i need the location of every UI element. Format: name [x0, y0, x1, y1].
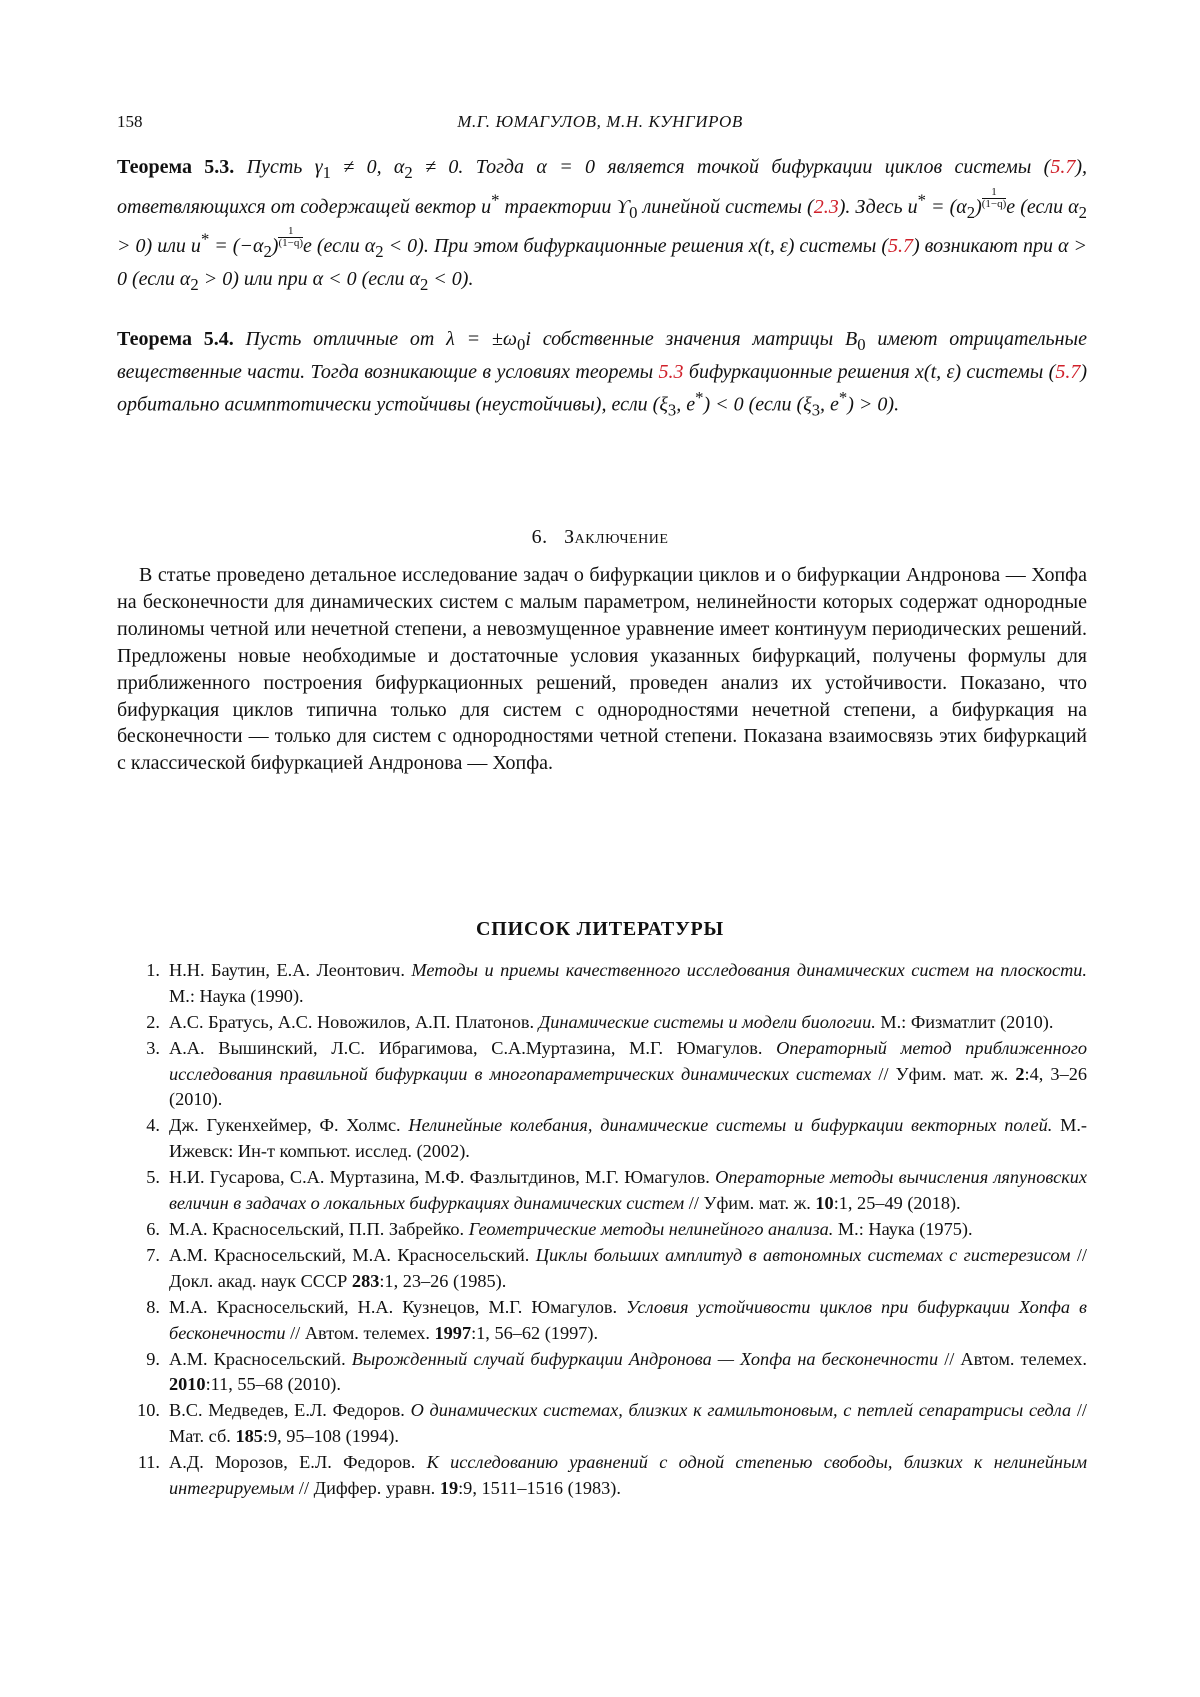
reference-pages: :1, 25–49 (2018). — [833, 1192, 961, 1213]
subscript: 3 — [667, 400, 677, 420]
reference-authors: А.Д. Морозов, Е.Л. Федоров. — [169, 1452, 427, 1473]
reference-item — [117, 1295, 1087, 1346]
reference-source: М.: Физматлит (2010). — [875, 1011, 1054, 1032]
superscript: * — [695, 388, 704, 407]
reference-pages: :11, 55–68 (2010). — [205, 1374, 341, 1395]
subscript: 0 — [629, 202, 638, 222]
theorem-text: ) > 0). — [847, 393, 900, 416]
superscript: * — [491, 189, 500, 209]
reference-source: М.: Наука (1975). — [833, 1218, 973, 1239]
theorem-text: = (−α — [209, 235, 264, 258]
subscript: 2 — [419, 274, 429, 294]
reference-source: // Автом. телемех. — [938, 1348, 1088, 1369]
subscript: 2 — [375, 242, 384, 262]
section-number: 6. — [531, 526, 548, 548]
reference-title: Циклы больших амплитуд в автономных системах с гистерезисом — [535, 1245, 1071, 1266]
page-number: 158 — [117, 112, 143, 131]
theorem-text: , e — [676, 393, 696, 416]
equation-ref-link[interactable]: 5.7 — [888, 235, 913, 258]
reference-title: Нелинейные колебания, динамические системы и бифуркации векторных полей. — [408, 1115, 1053, 1136]
reference-number: 10. — [137, 1400, 160, 1421]
reference-source: // Мат. сб. — [169, 1400, 1087, 1447]
theorem-text: = (α — [925, 195, 967, 218]
exponent-fraction — [982, 187, 1007, 210]
theorem-text: ) < 0 (если (ξ — [703, 393, 812, 416]
reference-pages: :1, 56–62 (1997). — [471, 1322, 599, 1343]
theorem-text: ≠ 0. Тогда α = 0 является точкой бифуркации циклов системы ( — [412, 156, 1051, 178]
reference-pages: :1, 23–26 (1985). — [379, 1270, 507, 1291]
theorem-label: Теорема 5.3. — [117, 156, 235, 178]
reference-authors: Дж. Гукенхеймер, Ф. Холмс. — [169, 1115, 409, 1136]
reference-number: 2. — [146, 1011, 160, 1032]
reference-authors: А.М. Красносельский. — [169, 1348, 352, 1369]
reference-authors: А.А. Вышинский, Л.С. Ибрагимова, С.А.Муртазина, М.Г. Юмагулов. — [169, 1037, 777, 1058]
theorem-text: ) — [271, 235, 279, 258]
theorem-text: Пусть γ — [246, 156, 323, 178]
fraction-denominator: (1−q) — [981, 197, 1007, 210]
subscript: 2 — [190, 274, 199, 294]
equation-ref-link[interactable]: 5.7 — [1055, 360, 1081, 383]
subscript: 2 — [1078, 202, 1087, 222]
reference-item — [117, 1165, 1087, 1216]
theorem-text: бифуркационные решения x(t, ε) системы ( — [683, 360, 1056, 383]
theorem-text: Пусть отличные от λ = ±ω — [245, 328, 518, 350]
exponent-fraction — [278, 226, 303, 249]
reference-authors: М.А. Красносельский, П.П. Забрейко. — [169, 1218, 469, 1239]
reference-volume: 1997 — [434, 1322, 472, 1343]
fraction-numerator: 1 — [278, 226, 303, 238]
reference-number: 6. — [146, 1218, 160, 1239]
equation-ref-link[interactable]: 2.3 — [813, 195, 839, 218]
reference-number: 8. — [146, 1296, 160, 1317]
reference-source: // Уфим. мат. ж. — [871, 1063, 1016, 1084]
theorem-text: > 0) или u — [117, 235, 201, 258]
subscript: 2 — [263, 242, 272, 262]
reference-source: М.: Наука (1990). — [169, 985, 304, 1006]
theorem-text: < 0). При этом бифуркационные решения x(t, ε) системы ( — [383, 235, 888, 258]
reference-authors: М.А. Красносельский, Н.А. Кузнецов, М.Г. Юмагулов. — [169, 1296, 627, 1317]
theorem-text: линейной системы ( — [637, 195, 814, 218]
reference-title: Методы и приемы качественного исследования динамических систем на плоскости. — [411, 960, 1087, 980]
reference-pages: :9, 95–108 (1994). — [262, 1426, 399, 1447]
theorem-ref-link[interactable]: 5.3 — [658, 360, 684, 383]
reference-volume: 2 — [1015, 1063, 1025, 1084]
reference-number: 4. — [146, 1115, 160, 1136]
reference-volume: 10 — [815, 1192, 834, 1213]
reference-number: 9. — [146, 1348, 160, 1369]
reference-authors: Н.И. Гусарова, С.А. Муртазина, М.Ф. Фазлытдинов, М.Г. Юмагулов. — [169, 1167, 716, 1188]
reference-item — [117, 1113, 1087, 1164]
reference-authors: А.С. Братусь, А.С. Новожилов, А.П. Платонов. — [169, 1011, 539, 1032]
reference-title: Геометрические методы нелинейного анализа. — [468, 1218, 834, 1239]
reference-source: // Уфим. мат. ж. — [684, 1192, 816, 1213]
theorem-text: ) возникают при α > 0 (если α — [117, 235, 1088, 290]
reference-source: // Автом. телемех. — [285, 1322, 435, 1343]
reference-volume: 19 — [439, 1477, 459, 1498]
reference-authors: В.С. Медведев, Е.Л. Федоров. — [169, 1400, 411, 1421]
subscript: 0 — [857, 335, 866, 354]
subscript: 2 — [966, 202, 976, 222]
theorem-text: ≠ 0, α — [330, 156, 405, 178]
theorem-text: i собственные значения матрицы B — [525, 328, 858, 350]
reference-source: // Диффер. уравн. — [294, 1477, 440, 1498]
subscript: 0 — [517, 335, 526, 354]
reference-source: М.-Ижевск: Ин-т компьют. исслед. (2002). — [169, 1115, 1087, 1162]
equation-ref-link[interactable]: 5.7 — [1050, 156, 1076, 178]
reference-item — [117, 1010, 1087, 1036]
theorem-text: e (если α — [1006, 195, 1079, 218]
theorem-text: ), ответвляющихся от содержащей вектор u — [117, 156, 1088, 218]
superscript: * — [917, 189, 926, 209]
superscript: * — [200, 229, 210, 249]
reference-volume: 185 — [235, 1426, 263, 1447]
reference-number: 7. — [146, 1245, 160, 1266]
reference-title: Операторные методы вычисления ляпуновских величин в задачах о локальных бифуркациях динамических систем — [169, 1167, 1087, 1213]
theorem-5-3 — [117, 154, 1087, 298]
theorem-text: , e — [820, 393, 839, 416]
running-head: М.Г. ЮМАГУЛОВ, М.Н. КУНГИРОВ — [457, 112, 743, 131]
reference-authors: А.М. Красносельский, М.А. Красносельский. — [169, 1245, 536, 1266]
reference-title: К исследованию уравнений с одной степенью свободы, близких к нелинейным интегрируемым — [169, 1452, 1087, 1498]
reference-volume: 283 — [351, 1270, 380, 1291]
reference-title: Вырожденный случай бифуркации Андронова — Хопфа на бесконечности — [351, 1348, 939, 1369]
reference-source: // Докл. акад. наук СССР — [169, 1245, 1087, 1291]
section-heading — [0, 526, 1200, 549]
reference-number: 5. — [146, 1167, 160, 1188]
theorem-text: имеют отрицательные вещественные части. Тогда возникающие в условиях теоремы — [117, 328, 1087, 383]
conclusion-paragraph: В статье проведено детальное исследование задач о бифуркации циклов и о бифуркации Андронова — Хопфа на бесконечности для динамических систем с малым параметром, нелинейности которых содержат однородные полиномы четной или нечетной степени, а невозмущенное уравнение имеет континуум периодических решений. Предложены новые необходимые и достаточные условия указанных бифуркаций, получены формулы для приближенного построения бифуркационных решений, проведен анализ их устойчивости. Показано, что бифуркация циклов типична только для систем с однородностями нечетной степени, а бифуркация на бесконечности — только для систем с однородностями четной степени. Показана взаимосвязь этих бифуркаций с классической бифуркацией Андронова — Хопфа. — [117, 564, 1087, 775]
theorem-text: ) — [975, 195, 982, 218]
section-title: Заключение — [564, 526, 669, 548]
reference-authors: Н.Н. Баутин, Е.А. Леонтович. — [169, 960, 412, 980]
theorem-text: ) орбитально асимптотически устойчивы (неустойчивы), если (ξ — [117, 360, 1087, 416]
reference-item — [117, 1243, 1087, 1294]
theorem-text: < 0). — [428, 267, 474, 290]
reference-title: Динамические системы и модели биологии. — [538, 1011, 876, 1032]
theorem-text: ). Здесь u — [838, 195, 918, 218]
reference-number: 1. — [146, 960, 160, 980]
subscript: 1 — [322, 163, 331, 182]
reference-title: Операторный метод приближенного исследования правильной бифуркации в многопараметрических динамических системах — [169, 1037, 1087, 1084]
reference-pages: :9, 1511–1516 (1983). — [458, 1477, 621, 1498]
reference-number: 3. — [146, 1037, 160, 1058]
theorem-text: > 0) или при α < 0 (если α — [198, 267, 420, 290]
reference-item — [117, 958, 1087, 1009]
theorem-text: траектории ϒ — [499, 195, 630, 218]
references-heading: СПИСОК ЛИТЕРАТУРЫ — [475, 918, 724, 940]
reference-item — [117, 1036, 1087, 1113]
reference-item — [117, 1398, 1087, 1449]
reference-item — [117, 1217, 1087, 1243]
reference-pages: :4, 3–26 (2010). — [169, 1063, 1087, 1110]
theorem-5-4 — [117, 326, 1087, 424]
subscript: 3 — [811, 400, 821, 420]
reference-list — [117, 958, 1087, 1502]
reference-number: 11. — [137, 1452, 160, 1473]
theorem-label: Теорема 5.4. — [117, 328, 234, 350]
reference-title: Условия устойчивости циклов при бифуркации Хопфа в бесконечности — [169, 1296, 1087, 1343]
reference-item — [117, 1450, 1087, 1501]
reference-title: О динамических системах, близких к гамильтоновым, с петлей сепаратрисы седла — [410, 1400, 1072, 1421]
reference-volume: 2010 — [169, 1374, 206, 1395]
fraction-numerator: 1 — [982, 187, 1007, 199]
reference-item — [117, 1347, 1087, 1398]
theorem-text: e (если α — [303, 235, 376, 258]
fraction-denominator: (1−q) — [278, 237, 303, 250]
superscript: * — [838, 388, 848, 407]
subscript: 2 — [404, 163, 413, 182]
